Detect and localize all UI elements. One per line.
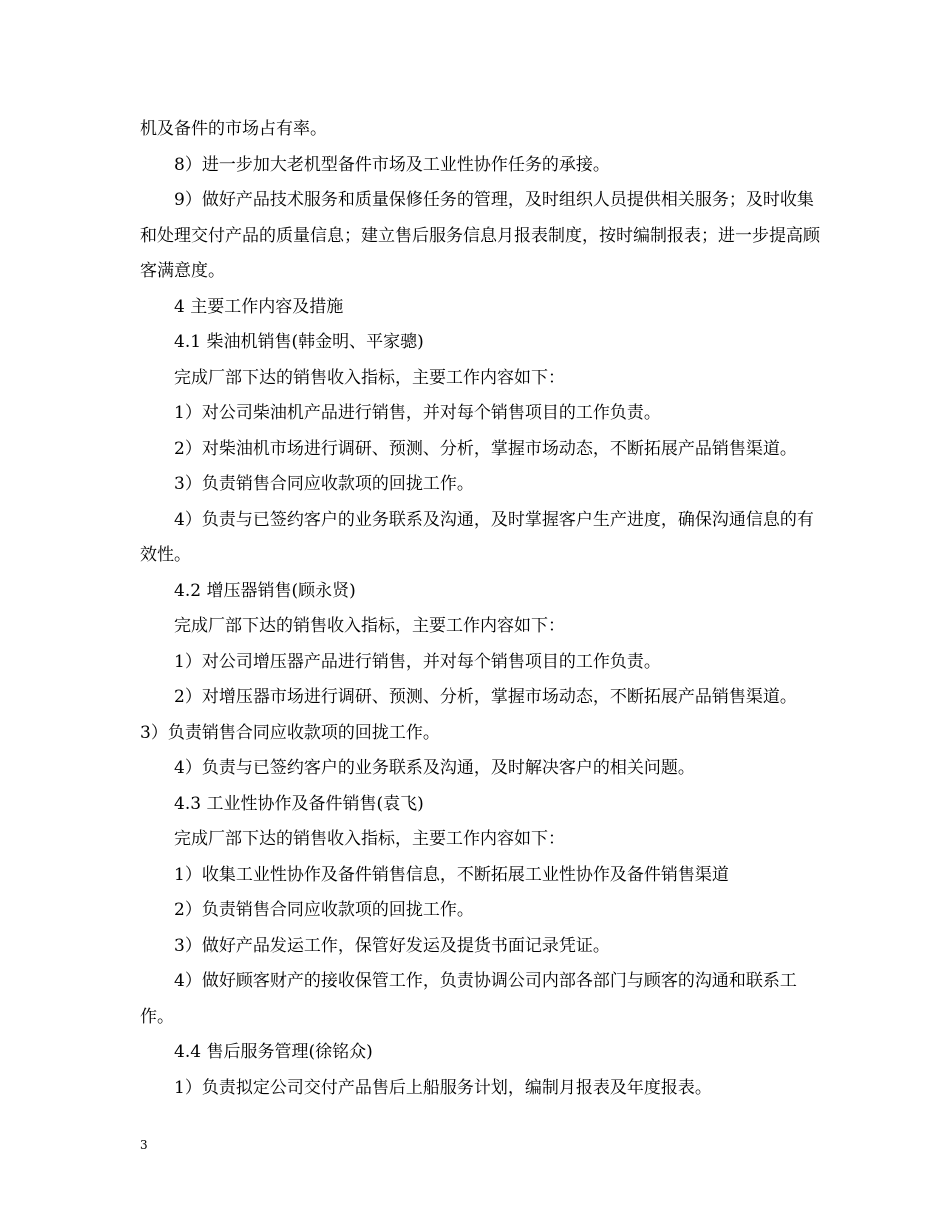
paragraph: 机及备件的市场占有率。 xyxy=(140,119,327,139)
document-body xyxy=(140,112,820,1106)
list-item: 9）做好产品技术服务和质量保修任务的管理，及时组织人员提供相关服务；及时收集和处理交付产品的质量信息；建立售后服务信息月报表制度，按时编制报表；进一步提高顾客满意度。 xyxy=(140,190,820,281)
page-number: 3 xyxy=(140,1138,148,1152)
paragraph: 完成厂部下达的销售收入指标，主要工作内容如下： xyxy=(174,616,565,636)
subsection-heading: 4.1 柴油机销售(韩金明、平家骢) xyxy=(174,332,424,352)
list-item: 3）做好产品发运工作，保管好发运及提货书面记录凭证。 xyxy=(174,935,610,956)
subsection-heading: 4.2 增压器销售(顾永贤) xyxy=(174,580,356,601)
list-item: 1）对公司增压器产品进行销售，并对每个销售项目的工作负责。 xyxy=(174,651,661,672)
list-item: 4）负责与已签约客户的业务联系及沟通，及时掌握客户生产进度，确保沟通信息的有效性。 xyxy=(140,509,814,565)
list-item: 1）负责拟定公司交付产品售后上船服务计划，编制月报表及年度报表。 xyxy=(174,1077,712,1098)
list-item: 2）负责销售合同应收款项的回拢工作。 xyxy=(174,900,474,920)
list-item: 2）对柴油机市场进行调研、预测、分析，掌握市场动态，不断拓展产品销售渠道。 xyxy=(174,438,797,459)
list-item: 4）做好顾客财产的接收保管工作，负责协调公司内部各部门与顾客的沟通和联系工作。 xyxy=(140,971,797,1027)
list-item: 1）对公司柴油机产品进行销售，并对每个销售项目的工作负责。 xyxy=(174,403,661,423)
section-heading: 4 主要工作内容及措施 xyxy=(174,296,344,317)
list-item: 4）负责与已签约客户的业务联系及沟通，及时解决客户的相关问题。 xyxy=(174,758,695,778)
subsection-heading: 4.4 售后服务管理(徐铭众) xyxy=(174,1042,373,1062)
list-item: 2）对增压器市场进行调研、预测、分析，掌握市场动态，不断拓展产品销售渠道。 3）负责销售合同应收款项的回拢工作。 xyxy=(140,687,797,743)
list-item: 3）负责销售合同应收款项的回拢工作。 xyxy=(174,474,474,494)
list-item: 8）进一步加大老机型备件市场及工业性协作任务的承接。 xyxy=(174,154,610,175)
paragraph: 完成厂部下达的销售收入指标，主要工作内容如下： xyxy=(174,829,565,849)
paragraph: 完成厂部下达的销售收入指标，主要工作内容如下： xyxy=(174,367,565,388)
subsection-heading: 4.3 工业性协作及备件销售(袁飞) xyxy=(174,793,424,814)
list-item: 1）收集工业性协作及备件销售信息，不断拓展工业性协作及备件销售渠道 xyxy=(174,864,729,885)
